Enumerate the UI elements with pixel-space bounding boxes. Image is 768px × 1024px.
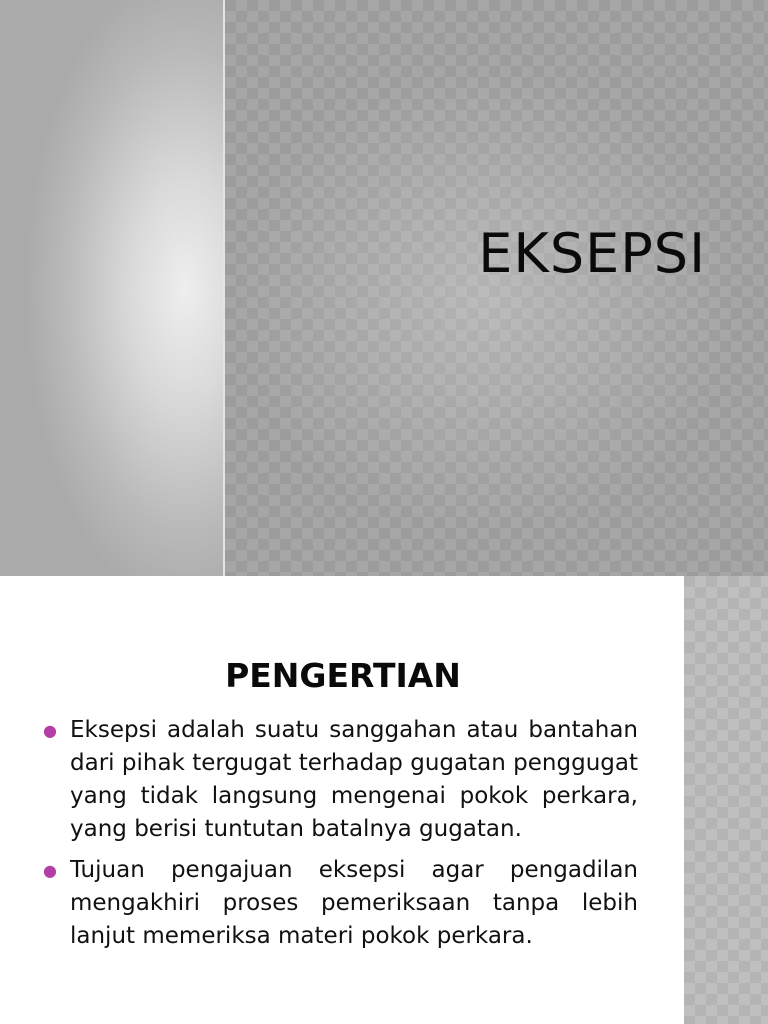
- slide-title: EKSEPSI: [478, 222, 706, 285]
- bullet-dot-icon: ●: [43, 861, 57, 880]
- content-slide: [0, 576, 768, 1024]
- bullet-dot-icon: ●: [43, 721, 57, 740]
- title-slide-pattern-panel: [225, 0, 768, 576]
- title-slide-left-panel: [0, 0, 223, 576]
- bullet-text: Eksepsi adalah suatu sanggahan atau bantahan dari pihak tergugat terhadap gugatan penggugat yang tidak langsung mengenai pokok perkara, yang berisi tuntutan batalnya gugatan.: [70, 717, 638, 842]
- bullet-item: [40, 854, 638, 953]
- slide-heading: PENGERTIAN: [225, 656, 461, 695]
- content-slide-pattern-strip: [684, 576, 768, 1024]
- bullet-list: [40, 714, 638, 961]
- bullet-text: Tujuan pengajuan eksepsi agar pengadilan mengakhiri proses pemeriksaan tanpa lebih lanjut memeriksa materi pokok perkara.: [70, 857, 638, 949]
- bullet-item: [40, 714, 638, 846]
